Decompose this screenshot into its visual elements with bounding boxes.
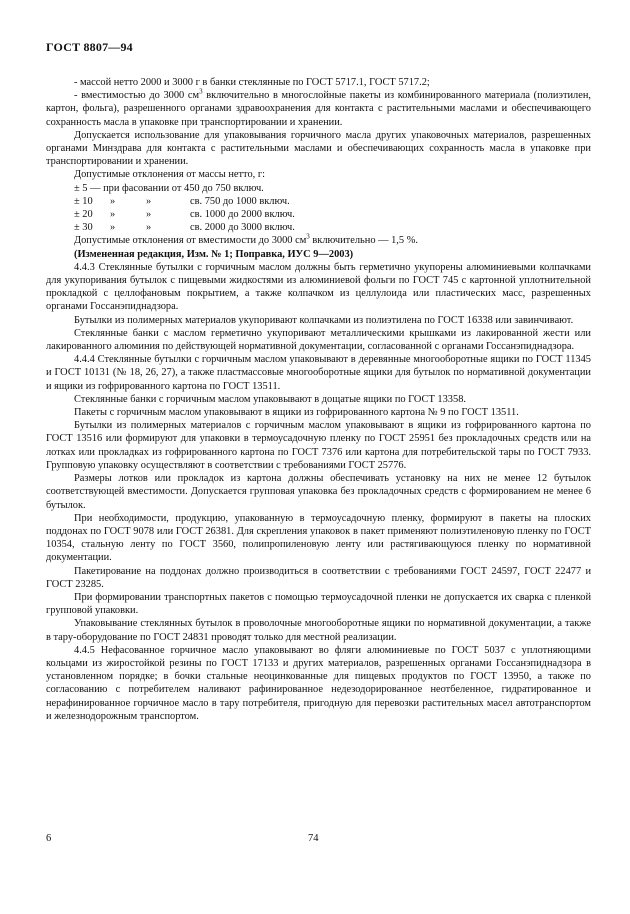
list-item: - массой нетто 2000 и 3000 г в банки стеклянные по ГОСТ 5717.1, ГОСТ 5717.2; bbox=[74, 77, 430, 88]
paragraph: 4.4.5 Нефасованное горчичное масло упаковывают во фляги алюминиевые по ГОСТ 5037 с уплотняющими кольцами из жиростойкой резины по ГОСТ 17133 и других материалов, разрешенных органами Госсанэпиднадзора в установленном порядке; в бочки стальные неоцинкованные для пищевых продуктов по ГОСТ 13950, а также по согласованию с потребителем наливают рафинированное недезодорированное неотбеленное, гидратированное и нерафинированное горчичное масло в тару потребителя, пригодную для перевозки растительных масел автотранспортом и железнодорожным транспортом. bbox=[46, 644, 591, 722]
paragraph: Пакетирование на поддонах должно производиться в соответствии с требованиями ГОСТ 24597, ГОСТ 22477 и ГОСТ 23285. bbox=[46, 565, 591, 590]
amendment-note: (Измененная редакция, Изм. № 1; Поправка, ИУС 9—2003) bbox=[74, 248, 354, 260]
table-cell: » bbox=[110, 222, 116, 234]
paragraph: Размеры лотков или прокладок из картона должны обеспечивать установку на них не менее 12 бутылок соответствующей вместимости. Допускается групповая упаковка без прокладочных средств с формированием не менее 6 бутылок. bbox=[46, 473, 591, 511]
table-cell: ± 30 bbox=[74, 222, 93, 234]
list-item: - вместимостью до 3000 $см^3$ включительно в многослойные пакеты из комбинированного материала (полиэтилен, картон, фольга), разрешенного органами здравоохранения для контакта с растительными маслами и обеспечивающего сохранность масла в упаковке при транспортировании и хранении. bbox=[46, 87, 591, 128]
paragraph: 4.4.4 Стеклянные бутылки с горчичным маслом упаковывают в деревянные многооборотные ящики по ГОСТ 11345 и ГОСТ 10131 (№ 18, 26, 27), а также пластмассовые многооборотные ящики для бутылок по нормативной документации и ящики из гофрированного картона по ГОСТ 13511. bbox=[46, 354, 591, 392]
paragraph: При формировании транспортных пакетов с помощью термоусадочной пленки не допускается их сварка с пленкой групповой упаковки. bbox=[46, 591, 591, 617]
document-body bbox=[46, 76, 591, 723]
table-cell: св. 1000 до 2000 включ. bbox=[190, 209, 295, 221]
paragraph: ± 5 — при фасовании от 450 до 750 включ. bbox=[74, 182, 264, 194]
table-cell: » bbox=[146, 222, 152, 234]
document-header: ГОСТ 8807—94 bbox=[46, 40, 133, 54]
table-cell: ± 10 bbox=[74, 195, 93, 207]
table-cell: св. 750 до 1000 включ. bbox=[190, 195, 290, 207]
paragraph: Допустимые отклонения от вместимости до 3000 $см^3$ включительно — 1,5 %. bbox=[74, 232, 418, 247]
table-cell: » bbox=[110, 209, 116, 221]
paragraph: Упаковывание стеклянных бутылок в проволочные многооборотные ящики по нормативной документации, а также в тару-оборудование по ГОСТ 24831 проводят только для местной реализации. bbox=[46, 618, 591, 643]
paragraph: 4.4.3 Стеклянные бутылки с горчичным маслом должны быть герметично укупорены алюминиевыми колпачками для укупоривания бутылок с пищевыми жидкостями из алюминиевой фольги по ГОСТ 745 с картонной уплотнительной прокладкой с целлофановым покрытием, а также колпачком из целлулоида или пластических масс, разрешенных органами Госсанэпиднадзора. bbox=[46, 261, 591, 313]
paragraph: Бутылки из полимерных материалов с горчичным маслом упаковывают в ящики из гофрированного картона по ГОСТ 13516 или формируют для упаковки в термоусадочную пленку по ГОСТ 25951 без прокладочных средств или на лотках или прокладках из гофрированного картона по ГОСТ 7376 или картона для потребительской тары по ГОСТ 7933. Групповую упаковку осуществляют в соответствии с требованиями ГОСТ 25776. bbox=[46, 420, 591, 471]
table-cell: » bbox=[146, 209, 152, 221]
paragraph: Допустимые отклонения от массы нетто, г: bbox=[74, 169, 265, 181]
paragraph: Стеклянные банки с маслом герметично укупоривают металлическими крышками из лакированной жести или лакированного алюминия по действующей нормативной документации, согласованной с органами Госсанэпиднадзора. bbox=[46, 327, 591, 353]
paragraph: При необходимости, продукцию, упакованную в термоусадочную пленку, формируют в пакеты на плоских поддонах по ГОСТ 9078 или ГОСТ 26381. Для скрепления упаковок в пакет применяют полиэтиленовую пленку по ГОСТ 10354, стальную ленту по ГОСТ 3560, полипропиленовую ленту или растягивающуюся пленку по нормативной документации. bbox=[46, 512, 591, 564]
table-row bbox=[74, 195, 295, 208]
table-cell: » bbox=[110, 195, 116, 207]
table-cell: ± 20 bbox=[74, 209, 93, 221]
page-number-center: 74 bbox=[308, 833, 319, 844]
table-cell: » bbox=[146, 195, 152, 207]
paragraph: Допускается использование для упаковывания горчичного масла других упаковочных материалов, разрешенных органами Минздрава для контакта с растительными маслами и обеспечивающих сохранность масла в упаковке при транспортировании и хранении. bbox=[46, 129, 591, 168]
deviation-table bbox=[74, 195, 295, 235]
paragraph: Бутылки из полимерных материалов укупоривают колпачками из полиэтилена по ГОСТ 16338 или завинчивают. bbox=[74, 314, 574, 326]
table-row bbox=[74, 208, 295, 221]
paragraph: Пакеты с горчичным маслом упаковывают в ящики из гофрированного картона № 9 по ГОСТ 13511. bbox=[74, 407, 519, 419]
paragraph: Стеклянные банки с горчичным маслом упаковывают в дощатые ящики по ГОСТ 13358. bbox=[74, 393, 466, 405]
page-number-left: 6 bbox=[46, 833, 52, 844]
table-cell: св. 2000 до 3000 включ. bbox=[190, 222, 295, 234]
table-row bbox=[74, 221, 295, 234]
